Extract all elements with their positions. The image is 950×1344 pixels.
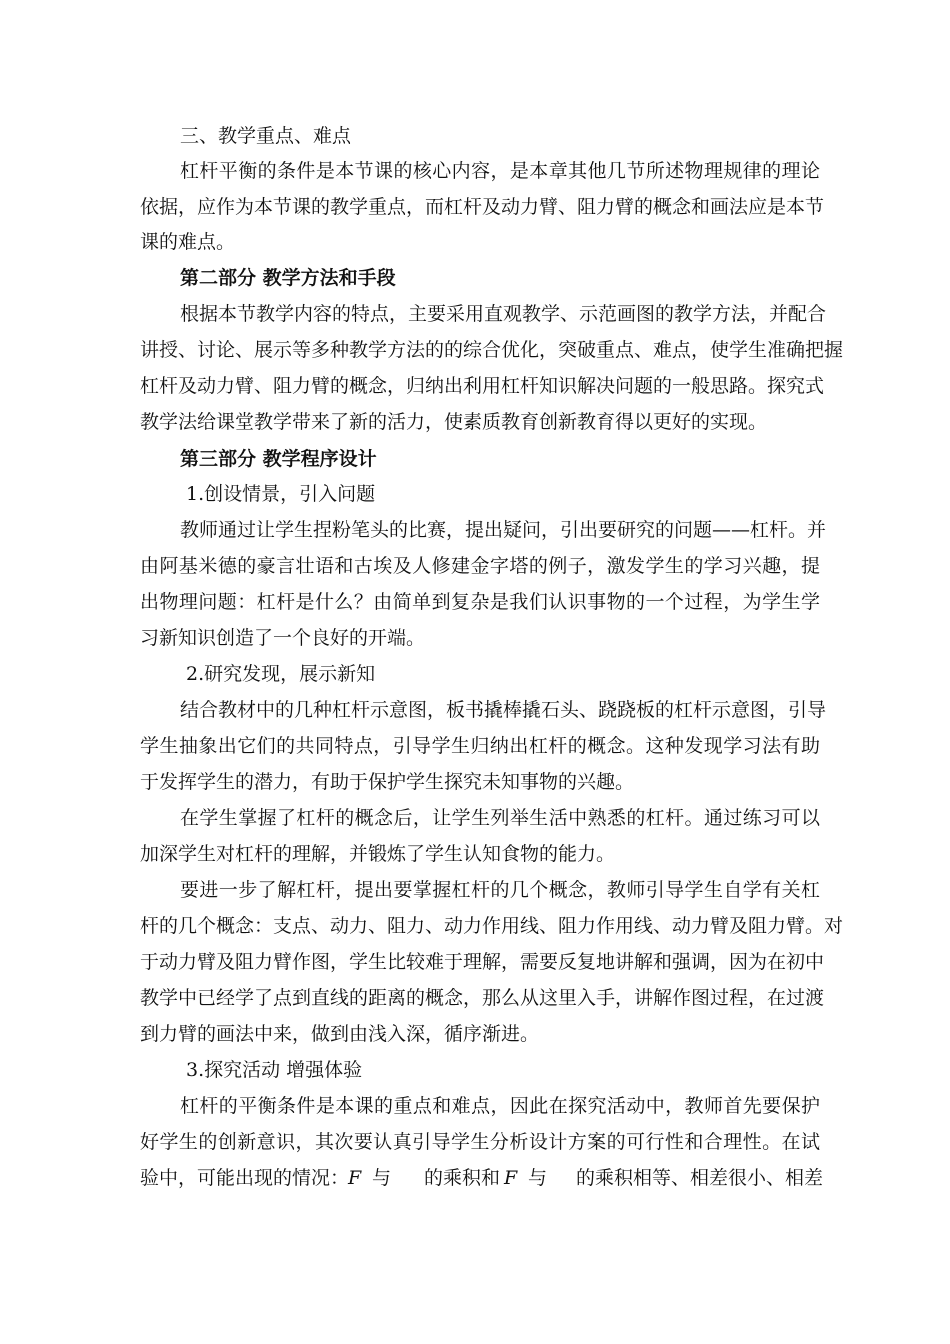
paragraph-line-formula bbox=[0, 1166, 950, 1190]
paragraph-line: 在学生掌握了杠杆的概念后，让学生列举生活中熟悉的杠杆。通过练习可以 bbox=[180, 807, 820, 829]
subsection-heading: 1.创设情景，引入问题 bbox=[186, 483, 376, 505]
paragraph-line: 根据本节教学内容的特点，主要采用直观教学、示范画图的教学方法，并配合 bbox=[180, 303, 827, 325]
paragraph-line: 依据，应作为本节课的教学重点，而杠杆及动力臂、阻力臂的概念和画法应是本节 bbox=[140, 196, 825, 218]
paragraph-line: 课的难点。 bbox=[140, 231, 236, 253]
line-text: 的乘积相等、相差很小、相差 bbox=[576, 1167, 824, 1189]
paragraph-line: 于动力臂及阻力臂作图，学生比较难于理解，需要反复地讲解和强调，因为在初中 bbox=[140, 951, 825, 973]
paragraph-line: 教师通过让学生捏粉笔头的比赛，提出疑问，引出要研究的问题——杠杆。并 bbox=[180, 519, 827, 541]
paragraph-line: 加深学生对杠杆的理解，并锻炼了学生认知食物的能力。 bbox=[140, 843, 616, 865]
paragraph-line: 杠杆的平衡条件是本课的重点和难点，因此在探究活动中，教师首先要保护 bbox=[180, 1095, 820, 1117]
subsection-heading: 3.探究活动 增强体验 bbox=[186, 1059, 363, 1081]
section-heading: 三、教学重点、难点 bbox=[180, 125, 352, 147]
paragraph-line: 杆的几个概念：支点、动力、阻力、动力作用线、阻力作用线、动力臂及阻力臂。对 bbox=[140, 915, 844, 937]
paragraph-line: 教学法给课堂教学带来了新的活力，使素质教育创新教育得以更好的实现。 bbox=[140, 411, 768, 433]
subsection-heading: 2.研究发现，展示新知 bbox=[186, 663, 376, 685]
paragraph-line: 结合教材中的几种杠杆示意图，板书撬棒撬石头、跷跷板的杠杆示意图，引导 bbox=[180, 699, 827, 721]
paragraph-line: 杠杆平衡的条件是本节课的核心内容，是本章其他几节所述物理规律的理论 bbox=[180, 160, 820, 182]
paragraph-line: 教学中已经学了点到直线的距离的概念，那么从这里入手，讲解作图过程，在过渡 bbox=[140, 987, 825, 1009]
paragraph-line: 学生抽象出它们的共同特点，引导学生归纳出杠杆的概念。这种发现学习法有助 bbox=[140, 735, 820, 757]
line-text: 与 bbox=[528, 1167, 548, 1189]
line-text: 验中，可能出现的情况： bbox=[140, 1167, 350, 1189]
line-text: 与 bbox=[372, 1167, 392, 1189]
paragraph-line: 出物理问题：杠杆是什么？由简单到复杂是我们认识事物的一个过程，为学生学 bbox=[140, 591, 820, 613]
formula-symbol-f: F bbox=[504, 1167, 518, 1189]
paragraph-line: 讲授、讨论、展示等多种教学方法的的综合优化，突破重点、难点，使学生准确把握 bbox=[140, 339, 844, 361]
part-heading: 第二部分 教学方法和手段 bbox=[180, 267, 396, 289]
paragraph-line: 杠杆及动力臂、阻力臂的概念，归纳出利用杠杆知识解决问题的一般思路。探究式 bbox=[140, 375, 825, 397]
formula-symbol-f: F bbox=[348, 1167, 362, 1189]
line-text: 的乘积和 bbox=[424, 1167, 501, 1189]
paragraph-line: 要进一步了解杠杆，提出要掌握杠杆的几个概念，教师引导学生自学有关杠 bbox=[180, 879, 820, 901]
paragraph-line: 于发挥学生的潜力，有助于保护学生探究未知事物的兴趣。 bbox=[140, 771, 635, 793]
part-heading: 第三部分 教学程序设计 bbox=[180, 448, 377, 470]
paragraph-line: 到力臂的画法中来，做到由浅入深，循序渐进。 bbox=[140, 1023, 540, 1045]
paragraph-line: 习新知识创造了一个良好的开端。 bbox=[140, 627, 426, 649]
paragraph-line: 由阿基米德的豪言壮语和古埃及人修建金字塔的例子，激发学生的学习兴趣，提 bbox=[140, 555, 820, 577]
paragraph-line: 好学生的创新意识，其次要认真引导学生分析设计方案的可行性和合理性。在试 bbox=[140, 1131, 820, 1153]
